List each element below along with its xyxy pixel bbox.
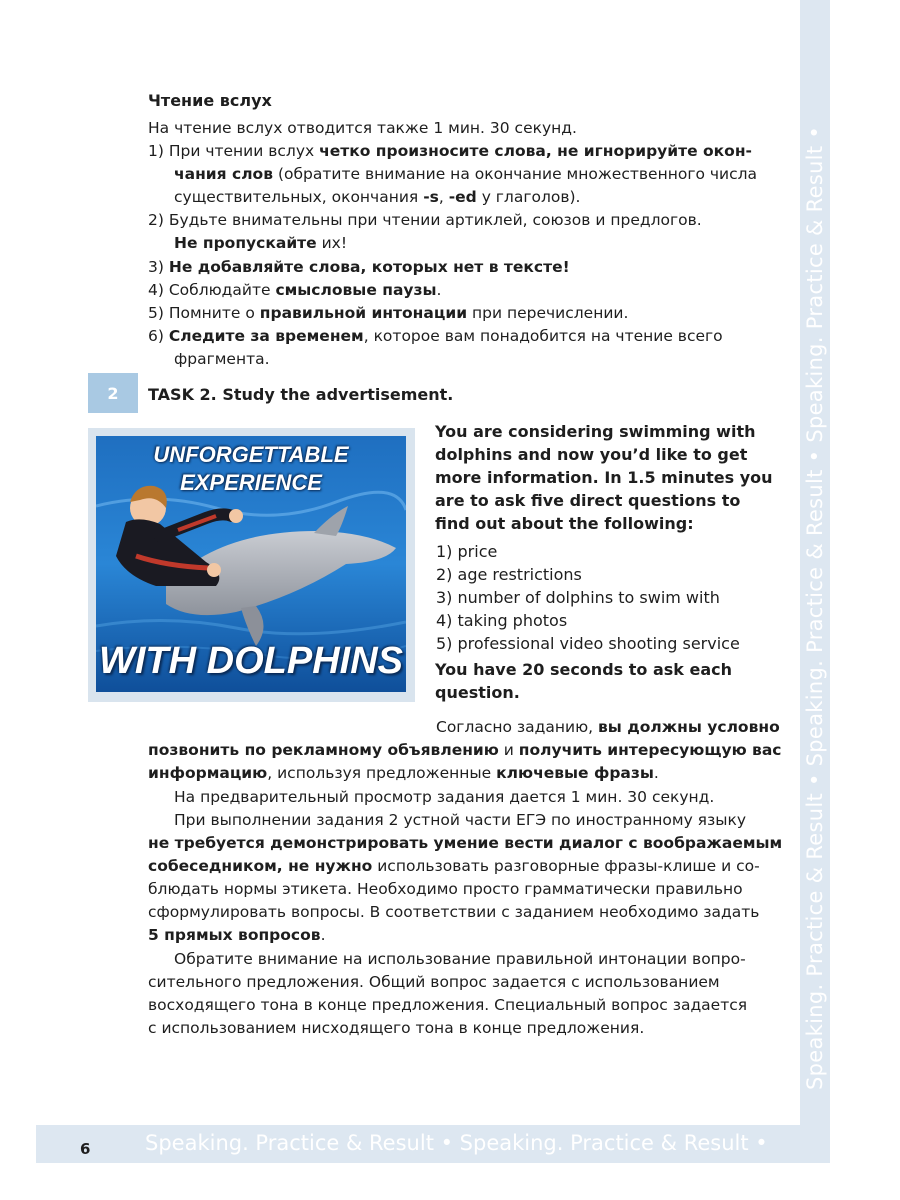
reading-item-1-line-2	[174, 163, 757, 186]
side-band-text: Speaking. Practice & Result • Speaking. Practice & Result • Speaking. Practice & Result •	[803, 125, 827, 1090]
reading-heading: Чтение вслух	[148, 91, 272, 110]
text-segment-bold: Следите за временем	[168, 327, 364, 345]
question-topic-item: 3) number of dolphins to swim with	[436, 588, 720, 607]
commentary-p3-line-4: блюдать нормы этикета. Необходимо просто грамматически правильно	[148, 880, 743, 898]
reading-intro: На чтение вслух отводится также 1 мин. 30 секунд.	[148, 119, 577, 137]
text-segment: 4) Соблюдайте	[148, 281, 276, 299]
reading-item-2-line-1: 2) Будьте внимательны при чтении артиклей, союзов и предлогов.	[148, 211, 702, 229]
text-segment: .	[436, 281, 442, 299]
text-segment: Согласно заданию,	[436, 718, 598, 736]
commentary-p1-line-3	[148, 762, 659, 785]
advertisement-headline	[96, 441, 406, 497]
page-number: 6	[80, 1140, 91, 1158]
task-number-badge: 2	[88, 373, 138, 413]
task-prompt-line: dolphins and now you’d like to get	[435, 445, 748, 464]
text-segment: при перечислении.	[467, 304, 629, 322]
question-topic-item: 4) taking photos	[436, 611, 568, 630]
text-segment-bold: четко произносите слова, не игнорируйте окон-	[319, 142, 752, 160]
commentary-p3-line-6	[148, 924, 326, 947]
commentary-p4-line-3: восходящего тона в конце предложения. Специальный вопрос задается	[148, 996, 748, 1014]
headline-line-2: EXPERIENCE	[180, 470, 322, 495]
text-segment: и	[498, 741, 519, 759]
commentary-p4-line-1: Обратите внимание на использование правильной интонации вопро-	[174, 950, 746, 968]
text-segment-bold: -s	[423, 188, 439, 206]
advertisement-tagline: WITH DOLPHINS	[99, 640, 403, 682]
text-segment-bold: 5 прямых вопросов	[148, 926, 321, 944]
task-closing-line: You have 20 seconds to ask each	[435, 660, 732, 679]
text-segment: (обратите внимание на окончание множественного числа	[273, 165, 758, 183]
reading-item-4	[148, 279, 441, 302]
text-segment: 3)	[148, 258, 169, 276]
text-segment-bold: вы должны условно	[598, 718, 780, 736]
question-topic-item: 5) professional video shooting service	[436, 634, 740, 653]
commentary-p1-line-2	[148, 739, 782, 762]
text-segment-bold: Не пропускайте	[174, 234, 317, 252]
commentary-p3-line-2: не требуется демонстрировать умение вести диалог с воображаемым	[148, 834, 783, 852]
footer-band-text: Speaking. Practice & Result • Speaking. Practice & Result •	[145, 1131, 768, 1155]
text-segment-bold: правильной интонации	[259, 304, 468, 322]
question-topic-item: 2) age restrictions	[436, 565, 582, 584]
reading-item-1-line-3	[174, 186, 580, 209]
commentary-p2: На предварительный просмотр задания дается 1 мин. 30 секунд.	[174, 788, 715, 806]
commentary-p3-line-5: сформулировать вопросы. В соответствии с заданием необходимо задать	[148, 903, 760, 921]
text-segment: 6)	[148, 327, 169, 345]
reading-item-5	[148, 302, 628, 325]
reading-item-3	[148, 256, 570, 279]
question-topic-item: 1) price	[436, 542, 498, 561]
commentary-p4-line-4: с использованием нисходящего тона в конце предложения.	[148, 1019, 645, 1037]
text-segment: ,	[438, 188, 449, 206]
task-prompt-line: find out about the following:	[435, 514, 694, 533]
text-segment-bold: Не добавляйте слова, которых нет в тексте!	[168, 258, 570, 276]
text-segment-bold: получить интересующую вас	[518, 741, 782, 759]
reading-item-1-line-1	[148, 140, 752, 163]
text-segment: 5) Помните о	[148, 304, 260, 322]
task-prompt-line: You are considering swimming with	[435, 422, 756, 441]
text-segment: , используя предложенные	[267, 764, 497, 782]
text-segment-bold: -ed	[448, 188, 477, 206]
text-segment-bold: информацию	[148, 764, 268, 782]
commentary-p4-line-2: сительного предложения. Общий вопрос задается с использованием	[148, 973, 720, 991]
reading-item-6-line-2: фрагмента.	[174, 350, 270, 368]
task-title: TASK 2. Study the advertisement.	[148, 385, 454, 404]
text-segment: 1) При чтении вслух	[148, 142, 320, 160]
commentary-p1-line-1	[436, 716, 780, 739]
task-closing-line: question.	[435, 683, 520, 702]
reading-item-6-line-1	[148, 325, 723, 348]
headline-line-1: UNFORGETTABLE	[153, 442, 349, 467]
text-segment: существительных, окончания	[174, 188, 424, 206]
text-segment: использовать разговорные фразы-клише и со-	[372, 857, 760, 875]
text-segment: , которое вам понадобится на чтение всего	[363, 327, 723, 345]
text-segment-bold: собеседником, не нужно	[148, 857, 373, 875]
task-prompt-line: more information. In 1.5 minutes you	[435, 468, 773, 487]
text-segment-bold: чания слов	[174, 165, 274, 183]
text-segment-bold: ключевые фразы	[496, 764, 654, 782]
task-prompt-line: are to ask five direct questions to	[435, 491, 741, 510]
commentary-p3-line-3	[148, 855, 760, 878]
text-segment-bold: смысловые паузы	[275, 281, 437, 299]
reading-item-2-line-2	[174, 232, 347, 255]
text-segment: .	[653, 764, 659, 782]
text-segment: .	[320, 926, 326, 944]
text-segment-bold: позвонить по рекламному объявлению	[148, 741, 499, 759]
text-segment: у глаголов).	[476, 188, 581, 206]
commentary-p3-line-1: При выполнении задания 2 устной части ЕГЭ по иностранному языку	[174, 811, 747, 829]
text-segment: их!	[316, 234, 348, 252]
